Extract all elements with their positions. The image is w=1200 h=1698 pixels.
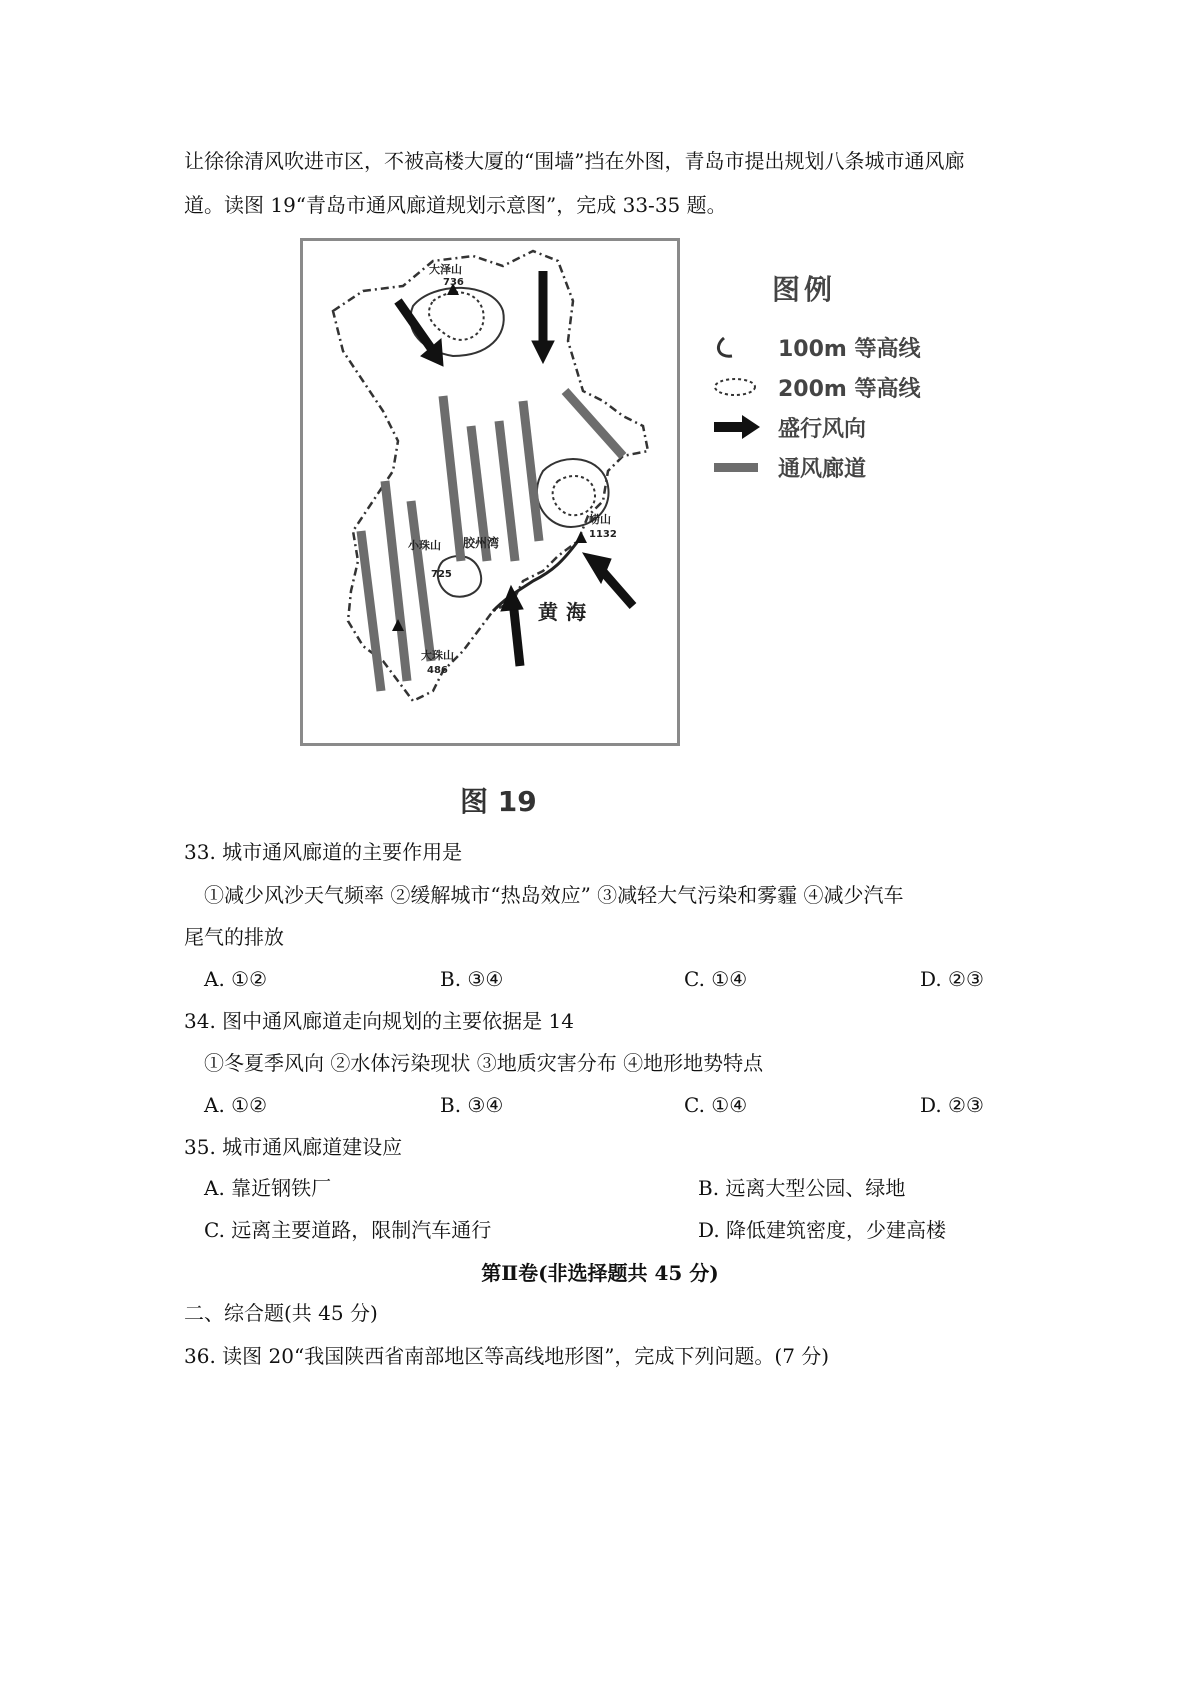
- q34-stem: 34. 图中通风廊道走向规划的主要依据是 14: [184, 1009, 574, 1033]
- q33-option-b[interactable]: B. ③④: [440, 967, 504, 991]
- label-dazhushan-elev: 486: [427, 665, 448, 676]
- q35-option-c[interactable]: C. 远离主要道路，限制汽车通行: [204, 1218, 492, 1242]
- corridor-1: [361, 531, 381, 691]
- q33-items-line2: 尾气的排放: [184, 925, 284, 949]
- legend-row-contour-200m: [710, 370, 950, 404]
- contour-200m: [429, 292, 484, 340]
- corridor-4: [443, 396, 461, 561]
- corridor-7: [523, 401, 539, 541]
- ventilation-corridor-icon: [710, 452, 764, 482]
- q35-option-a[interactable]: A. 靠近钢铁厂: [204, 1176, 332, 1200]
- intro-line-2: 道。读图 19“青岛市通风廊道规划示意图”，完成 33-35 题。: [184, 193, 727, 217]
- corridor-3: [411, 501, 431, 661]
- q33-option-d[interactable]: D. ②③: [920, 967, 984, 991]
- q35-stem: 35. 城市通风廊道建设应: [184, 1135, 403, 1159]
- map-legend: [710, 268, 950, 508]
- q35-option-d[interactable]: D. 降低建筑密度，少建高楼: [698, 1218, 947, 1242]
- peak-laoshan-icon: [575, 531, 587, 543]
- contour-200m-east: [553, 476, 595, 515]
- legend-label-200m: 200m 等高线: [778, 377, 921, 402]
- q34-option-d[interactable]: D. ②③: [920, 1093, 984, 1117]
- q33-option-c[interactable]: C. ①④: [684, 967, 748, 991]
- q35-option-b[interactable]: B. 远离大型公园、绿地: [698, 1176, 906, 1200]
- label-laoshan: 崂山: [589, 513, 611, 526]
- label-huanghai: 黄海: [538, 600, 594, 624]
- legend-label-corridor: 通风廊道: [778, 457, 867, 482]
- map-drawing: [303, 241, 677, 743]
- label-dazhushan: 大珠山: [421, 649, 454, 662]
- figure-19: [290, 238, 970, 758]
- section2-title: 二、综合题(共 45 分): [184, 1301, 378, 1325]
- q34-items-line1: ①冬夏季风向 ②水体污染现状 ③地质灾害分布 ④地形地势特点: [204, 1051, 764, 1075]
- q34-option-c[interactable]: C. ①④: [684, 1093, 748, 1117]
- label-xiaozhushan: 小珠山: [408, 539, 441, 552]
- label-725: 725: [431, 569, 452, 580]
- figure-caption: 图 19: [460, 785, 537, 818]
- label-laoshan-elev: 1132: [589, 529, 617, 540]
- wind-arrow-s: [501, 586, 523, 666]
- qingdao-map: [300, 238, 680, 746]
- contour-200m-icon: [710, 372, 764, 402]
- intro-line-1: 让徐徐清风吹进市区，不被高楼大厦的“围墙”挡在外图，青岛市提出规划八条城市通风廊: [184, 149, 965, 173]
- section2-header: 第Ⅱ卷(非选择题共 45 分): [481, 1261, 719, 1285]
- legend-row-wind: [710, 410, 950, 444]
- q34-option-a[interactable]: A. ①②: [204, 1093, 268, 1117]
- wind-direction-arrow-icon: [710, 412, 764, 442]
- contour-100m-icon: [710, 332, 764, 362]
- legend-row-contour-100m: [710, 330, 950, 364]
- q33-stem: 33. 城市通风廊道的主要作用是: [184, 840, 463, 864]
- corridor-2: [385, 481, 407, 681]
- region-boundary: [333, 251, 648, 701]
- q33-items-line1: ①减少风沙天气频率 ②缓解城市“热岛效应” ③减轻大气污染和雾霾 ④减少汽车: [204, 883, 904, 907]
- corridor-8: [565, 391, 623, 456]
- q34-option-b[interactable]: B. ③④: [440, 1093, 504, 1117]
- legend-label-wind: 盛行风向: [778, 417, 867, 442]
- legend-row-corridor: [710, 450, 950, 484]
- q36-stem: 36. 读图 20“我国陕西省南部地区等高线地形图”，完成下列问题。(7 分): [184, 1344, 830, 1368]
- q33-option-a[interactable]: A. ①②: [204, 967, 268, 991]
- label-dazeshan: 大泽山: [429, 263, 462, 276]
- label-dazeshan-elev: 736: [443, 277, 464, 288]
- wind-arrow-n: [532, 271, 554, 363]
- legend-label-100m: 100m 等高线: [778, 337, 921, 362]
- wind-arrow-se: [583, 553, 633, 606]
- legend-title: 图例: [772, 273, 837, 306]
- corridor-6: [499, 421, 515, 561]
- label-jiaozhouwan: 胶州湾: [463, 536, 500, 550]
- wind-arrow-nw: [398, 301, 443, 366]
